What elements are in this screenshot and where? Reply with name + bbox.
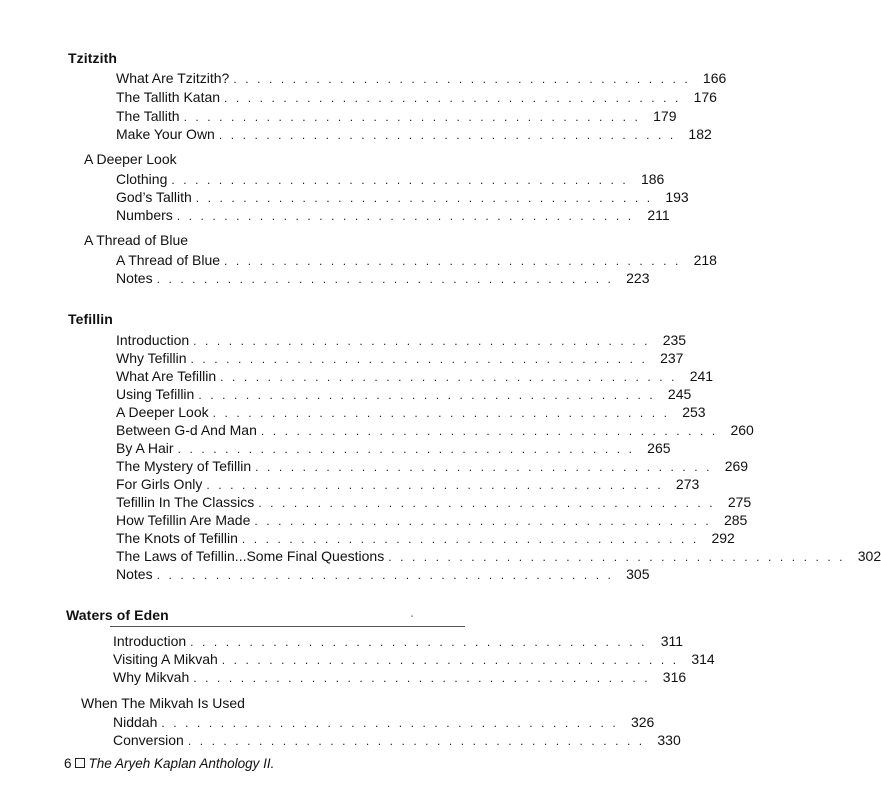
section-title: Tzitzith xyxy=(68,50,118,66)
dot-leader: . . . . . . . . . . . . . . . . . . . . . . . . . . . . . . . . . . . . . . . xyxy=(193,334,651,348)
toc-entry[interactable] xyxy=(113,632,684,650)
dot-leader: . . . . . . . . . . . . . . . . . . . . . . . . . . . . . . . . . . . . . . . xyxy=(183,110,641,124)
toc-entry[interactable] xyxy=(116,421,754,439)
entry-title: Niddah xyxy=(113,714,158,730)
dot-leader: . . . . . . . . . . . . . . . . . . . . . . . . . . . . . . . . . . . . . . . xyxy=(195,191,653,205)
entry-page: 218 xyxy=(693,252,717,268)
toc-entry[interactable] xyxy=(116,88,717,106)
toc-entry[interactable] xyxy=(113,650,715,668)
toc-entry[interactable] xyxy=(113,731,681,749)
entry-page: 237 xyxy=(660,350,684,366)
subsection-heading: A Thread of Blue xyxy=(84,232,189,248)
toc-entry[interactable] xyxy=(116,511,748,529)
toc-entry[interactable] xyxy=(116,125,712,143)
entry-title: The Tallith Katan xyxy=(116,89,221,105)
toc-entry[interactable] xyxy=(116,170,665,188)
dot-leader: . . . . . . . . . . . . . . . . . . . . . . . . . . . . . . . . . . . . . . . xyxy=(218,128,676,142)
entry-page: 314 xyxy=(691,651,715,667)
dot-leader: . . . . . . . . . . . . . . . . . . . . . . . . . . . . . . . . . . . . . . . xyxy=(187,734,645,748)
dot-leader: . . . . . . . . . . . . . . . . . . . . . . . . . . . . . . . . . . . . . . . xyxy=(176,209,634,223)
entry-title: Visiting A Mikvah xyxy=(113,651,218,667)
entry-page: 285 xyxy=(723,512,748,528)
entry-page: 235 xyxy=(662,332,687,348)
dot-leader: . . . . . . . . . . . . . . . . . . . . . . . . . . . . . . . . . . . . . . . xyxy=(161,716,619,730)
dot-leader: . . . . . . . . . . . . . . . . . . . . . . . . . . . . . . . . . . . . . . . xyxy=(198,388,656,402)
toc-entry[interactable] xyxy=(116,251,717,269)
toc-entry[interactable] xyxy=(116,457,749,475)
dot-leader: . . . . . . . . . . . . . . . . . . . . . . . . . . . . . . . . . . . . . . . xyxy=(224,254,681,268)
entry-title: How Tefillin Are Made xyxy=(116,512,251,528)
toc-entry[interactable] xyxy=(116,403,706,421)
dot-leader: . . . . . . . . . . . . . . . . . . . . . . . . . . . . . . . . . . . . . . . xyxy=(388,550,846,564)
entry-page: 179 xyxy=(653,108,677,124)
dot-leader: . . . . . . . . . . . . . . . . . . . . . . . . . . . . . . . . . . . . . . . xyxy=(206,478,664,492)
entry-page: 275 xyxy=(727,494,752,510)
dot-leader: . . . . . . . . . . . . . . . . . . . . . . . . . . . . . . . . . . . . . . . xyxy=(254,514,712,528)
dot-leader: . . . . . . . . . . . . . . . . . . . . . . . . . . . . . . . . . . . . . . . xyxy=(224,91,681,105)
dot-leader: . . . . . . . . . . . . . . . . . . . . . . . . . . . . . . . . . . . . . . . xyxy=(260,424,718,438)
entry-title: Conversion xyxy=(113,732,184,748)
entry-page: 330 xyxy=(657,732,681,748)
entry-page: 241 xyxy=(689,368,714,384)
dot-leader: . . . . . . . . . . . . . . . . . . . . . . . . . . . . . . . . . . . . . . . xyxy=(177,442,635,456)
subsection-heading: A Deeper Look xyxy=(84,151,177,167)
entry-page: 305 xyxy=(626,566,650,582)
entry-page: 265 xyxy=(647,440,671,456)
entry-page: 273 xyxy=(675,476,700,492)
toc-entry[interactable] xyxy=(116,547,881,565)
entry-page: 302 xyxy=(857,548,881,564)
entry-title: A Deeper Look xyxy=(116,404,209,420)
entry-page: 316 xyxy=(662,669,687,685)
toc-entry[interactable] xyxy=(116,331,687,349)
toc-entry[interactable] xyxy=(116,439,671,457)
toc-entry[interactable] xyxy=(116,493,752,511)
toc-entry[interactable] xyxy=(116,349,684,367)
entry-title: Introduction xyxy=(116,332,190,348)
entry-title: A Thread of Blue xyxy=(116,252,221,268)
dot-leader: . . . . . . . . . . . . . . . . . . . . . . . . . . . . . . . . . . . . . . . xyxy=(190,352,648,366)
entry-title: The Knots of Tefillin xyxy=(116,530,238,546)
entry-page: 186 xyxy=(640,171,665,187)
entry-page: 245 xyxy=(667,386,692,402)
entry-title: God’s Tallith xyxy=(116,189,192,205)
entry-page: 176 xyxy=(693,89,717,105)
folio-number: 6 xyxy=(64,756,72,771)
subsection-heading: When The Mikvah Is Used xyxy=(81,695,245,711)
toc-entry[interactable] xyxy=(116,367,714,385)
toc-entry[interactable] xyxy=(116,475,700,493)
toc-entry[interactable] xyxy=(116,188,689,206)
section-title: Tefillin xyxy=(68,311,113,327)
stray-mark: ʻ xyxy=(411,614,414,625)
entry-title: The Tallith xyxy=(116,108,180,124)
entry-page: 211 xyxy=(647,207,670,223)
entry-title: The Mystery of Tefillin xyxy=(116,458,252,474)
dot-leader: . . . . . . . . . . . . . . . . . . . . . . . . . . . . . . . . . . . . . . . xyxy=(193,671,651,685)
dot-leader: . . . . . . . . . . . . . . . . . . . . . . . . . . . . . . . . . . . . . . . xyxy=(221,653,679,667)
entry-title: What Are Tefillin xyxy=(116,368,217,384)
entry-title: Why Tefillin xyxy=(116,350,187,366)
dot-leader: . . . . . . . . . . . . . . . . . . . . . . . . . . . . . . . . . . . . . . . xyxy=(156,568,614,582)
entry-title: By A Hair xyxy=(116,440,174,456)
toc-entry[interactable] xyxy=(113,713,655,731)
dot-leader: . . . . . . . . . . . . . . . . . . . . . . . . . . . . . . . . . . . . . . . xyxy=(233,72,691,86)
square-bullet-icon xyxy=(75,758,85,768)
entry-title: Numbers xyxy=(116,207,173,223)
entry-page: 253 xyxy=(682,404,706,420)
entry-page: 326 xyxy=(630,714,655,730)
dot-leader: . . . . . . . . . . . . . . . . . . . . . . . . . . . . . . . . . . . . . . . xyxy=(241,532,699,546)
toc-entry[interactable] xyxy=(116,206,670,224)
entry-title: Notes xyxy=(116,566,153,582)
toc-entry[interactable] xyxy=(116,69,727,87)
entry-title: Introduction xyxy=(113,633,187,649)
entry-page: 182 xyxy=(688,126,712,142)
entry-title: Using Tefillin xyxy=(116,386,195,402)
toc-entry[interactable] xyxy=(116,529,735,547)
entry-page: 292 xyxy=(711,530,735,546)
entry-title: Notes xyxy=(116,270,153,286)
entry-title: Why Mikvah xyxy=(113,669,190,685)
entry-page: 193 xyxy=(665,189,689,205)
entry-page: 260 xyxy=(730,422,754,438)
entry-title: Tefillin In The Classics xyxy=(116,494,255,510)
entry-page: 311 xyxy=(660,633,684,649)
dot-leader: . . . . . . . . . . . . . . . . . . . . . . . . . . . . . . . . . . . . . . . xyxy=(258,496,716,510)
dot-leader: . . . . . . . . . . . . . . . . . . . . . . . . . . . . . . . . . . . . . . . xyxy=(156,272,614,286)
dot-leader: . . . . . . . . . . . . . . . . . . . . . . . . . . . . . . . . . . . . . . . xyxy=(212,406,670,420)
entry-title: Make Your Own xyxy=(116,126,215,142)
toc-entry[interactable] xyxy=(116,107,677,125)
entry-page: 166 xyxy=(702,70,727,86)
dot-leader: . . . . . . . . . . . . . . . . . . . . . . . . . . . . . . . . . . . . . . . xyxy=(190,635,648,649)
section-title: Waters of Eden xyxy=(66,607,169,623)
running-title: The Aryeh Kaplan Anthology II. xyxy=(88,756,275,771)
dot-leader: . . . . . . . . . . . . . . . . . . . . . . . . . . . . . . . . . . . . . . . xyxy=(255,460,713,474)
dot-leader: . . . . . . . . . . . . . . . . . . . . . . . . . . . . . . . . . . . . . . . xyxy=(220,370,678,384)
entry-title: For Girls Only xyxy=(116,476,203,492)
page-footer xyxy=(64,756,274,771)
entry-title: Clothing xyxy=(116,171,168,187)
entry-title: Between G-d And Man xyxy=(116,422,257,438)
divider xyxy=(110,626,465,627)
entry-title: What Are Tzitzith? xyxy=(116,70,230,86)
dot-leader: . . . . . . . . . . . . . . . . . . . . . . . . . . . . . . . . . . . . . . . xyxy=(171,173,629,187)
toc-entry[interactable] xyxy=(116,385,692,403)
toc-entry[interactable] xyxy=(116,565,650,583)
entry-page: 269 xyxy=(724,458,749,474)
entry-page: 223 xyxy=(626,270,650,286)
toc-entry[interactable] xyxy=(113,668,687,686)
toc-entry[interactable] xyxy=(116,269,650,287)
entry-title: The Laws of Tefillin...Some Final Questions xyxy=(116,548,385,564)
